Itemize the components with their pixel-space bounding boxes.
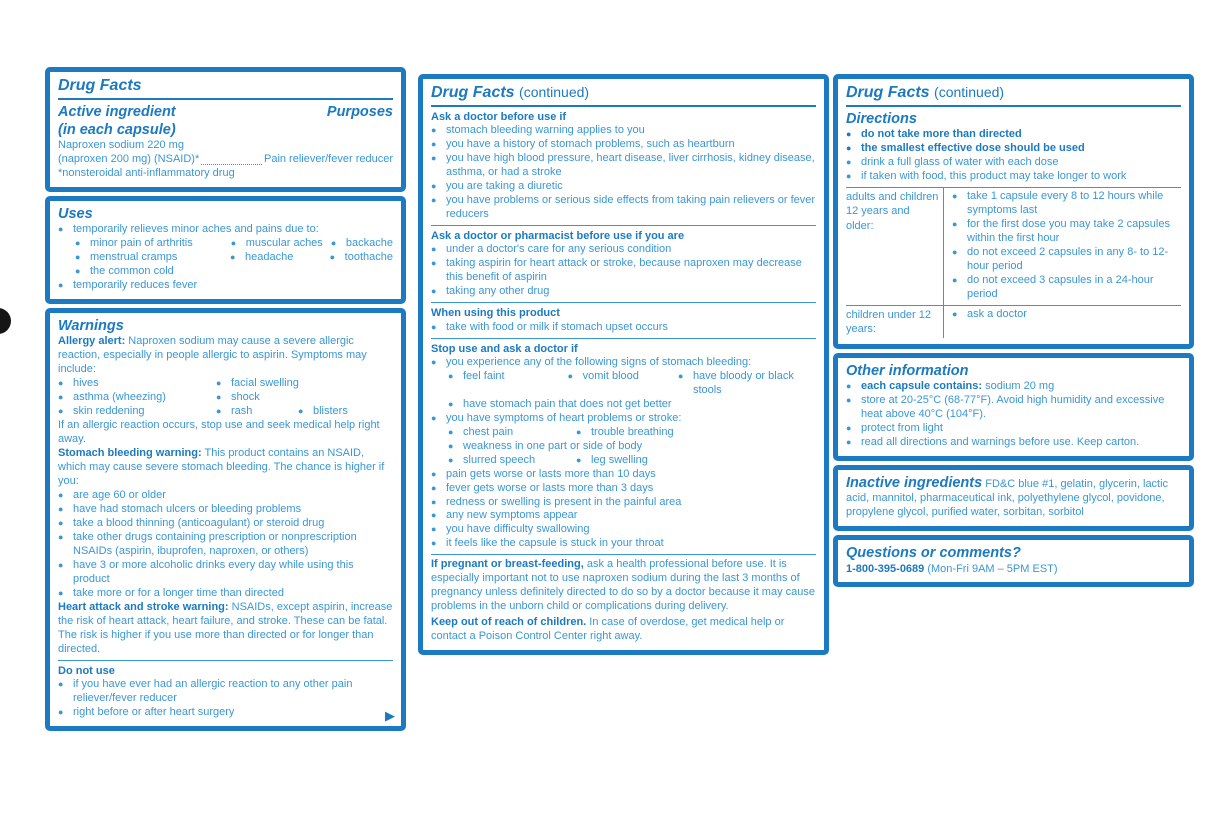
uses-heading: Uses [58,206,93,223]
heart-attack-warning-label: Heart attack and stroke warning: [58,600,229,613]
heart-symptom-item: ● weakness in one part or side of body [448,440,816,454]
bleeding-sign-item: ● feel faint [448,370,568,398]
stop-use-item: ● pain gets worse or lasts more than 10 days [431,468,816,482]
symptom-item: ● asthma (wheezing) [58,391,216,405]
dosing-table [846,187,1181,338]
allergy-followup-text: If an allergic reaction occurs, stop use and seek medical help right away. [58,419,380,446]
symptom-item: ● skin reddening [58,405,216,419]
phone-line: 1-800-395-0689 (Mon-Fri 9AM – 5PM EST) [846,562,1058,575]
uses-item: ● muscular aches [231,237,331,251]
inactive-ingredients-heading: Inactive ingredients [846,475,983,492]
continued-label: (continued) [519,84,590,100]
heart-symptom-item: ● slurred speech [448,454,576,468]
other-information-heading: Other information [846,363,969,380]
dose-instruction-item: ● take 1 capsule every 8 to 12 hours while symptoms last [952,190,1181,218]
middle-column [418,74,829,655]
dose-row-instructions [943,305,1181,339]
heart-symptom-item: ● leg swelling [576,454,648,468]
other-info-item: ● protect from light [846,422,1181,436]
when-using-heading: When using this product [431,307,560,320]
bleeding-sign-item: ● have bloody or black stools [678,370,816,398]
stomach-risk-item: ● have had stomach ulcers or bleeding problems [58,503,393,517]
symptom-item: ● blisters [298,405,348,419]
capsule-contains-label: each capsule contains: [861,380,983,393]
stomach-risk-item: ● have 3 or more alcoholic drinks every day while using this product [58,559,393,587]
directions-item: ● drink a full glass of water with each dose [846,156,1181,170]
continue-arrow-icon: ▶ [385,707,395,723]
dose-instruction-item: ● for the first dose you may take 2 capsules within the first hour [952,218,1181,246]
stomach-risk-item: ● take more or for a longer time than directed [58,587,393,601]
other-info-item: ● read all directions and warnings before use. Keep carton. [846,436,1181,450]
left-column [45,67,406,731]
uses-item: ● headache [230,251,330,265]
ask-doctor-item: ● you have problems or serious side effects from taking pain relievers or fever reducers [431,194,816,222]
symptom-item: ● facial swelling [216,377,299,391]
dose-instruction-item: ● do not exceed 3 capsules in a 24-hour period [952,274,1181,302]
symptom-item: ● hives [58,377,216,391]
directions-item: ● do not take more than directed [846,128,1181,142]
active-ingredient-purpose-row [58,153,393,167]
ask-pharmacist-heading: Ask a doctor or pharmacist before use if you are [431,230,685,243]
directions-item: ● the smallest effective dose should be used [846,142,1181,156]
dose-row-label: children under 12 years: [846,305,943,339]
directions-item: ● if taken with food, this product may take longer to work [846,170,1181,184]
allergy-alert-label: Allergy alert: [58,335,126,348]
uses-item: ● the common cold [75,265,174,279]
ask-doctor-item: ● you have a history of stomach problems, such as heartburn [431,138,816,152]
stomach-bleeding-warning-label: Stomach bleeding warning: [58,447,202,459]
divider [846,105,1181,107]
heart-symptom-item: ● trouble breathing [576,426,674,440]
symptom-item: ● rash [216,405,298,419]
divider [431,338,816,339]
dose-row-instructions [943,188,1181,305]
panel-active-ingredient [45,67,406,192]
dotted-leader [201,156,262,165]
stomach-bleeding-warning-text: Stomach bleeding warning: This product contains an NSAID, which may cause severe stomach bleeding. The chance is higher if you: [58,447,385,487]
phone-number: 1-800-395-0689 [846,562,925,575]
when-using-item: ● take with food or milk if stomach upset occurs [431,321,816,335]
ask-doctor-item: ● you have high blood pressure, heart disease, liver cirrhosis, kidney disease, asthma, or had a stroke [431,152,816,180]
panel-inactive-ingredients [833,465,1194,531]
uses-bullet: ● temporarily relieves minor aches and pains due to: [58,223,393,237]
ask-pharmacist-item: ● taking aspirin for heart attack or stroke, because naproxen may decrease this benefit of aspirin [431,257,816,285]
uses-item: ● minor pain of arthritis [75,237,231,251]
ask-doctor-item: ● stomach bleeding warning applies to you [431,124,816,138]
divider [58,98,393,100]
stop-use-item: ● fever gets worse or lasts more than 3 days [431,482,816,496]
heart-symptom-item: ● chest pain [448,426,576,440]
dose-row-label: adults and children 12 years and older: [846,191,939,232]
stop-use-heading: Stop use and ask a doctor if [431,342,578,355]
ask-pharmacist-item: ● under a doctor's care for any serious condition [431,243,816,257]
divider [431,302,816,303]
active-ingredient-heading: Active ingredient [58,104,176,120]
directions-heading: Directions [846,111,917,127]
panel-questions [833,535,1194,587]
panel-warnings [45,308,406,731]
panel-directions [833,74,1194,349]
ask-doctor-item: ● you are taking a diuretic [431,180,816,194]
dose-instruction-item: ● ask a doctor [952,308,1181,322]
uses-item: ● backache [331,237,393,251]
allergy-alert-text: Allergy alert: Naproxen sodium may cause a severe allergic reaction, especially in people allergic to aspirin. Symptoms may include: [58,335,367,376]
uses-item: ● toothache [330,251,393,265]
nsaid-footnote: *nonsteroidal anti-inflammatory drug [58,167,235,180]
stomach-risk-item: ● take a blood thinning (anticoagulant) or steroid drug [58,517,393,531]
ask-doctor-heading: Ask a doctor before use if [431,111,567,123]
divider [431,105,816,107]
stop-use-item: ● any new symptoms appear [431,509,816,523]
bleeding-sign-item: ● vomit blood [568,370,678,398]
page-edge-dot [0,308,11,334]
stop-use-item: ● redness or swelling is present in the painful area [431,496,816,510]
ask-pharmacist-item: ● taking any other drug [431,285,816,299]
purposes-heading: Purposes [326,104,393,120]
drug-facts-title: Drug Facts (continued) [431,84,590,101]
divider [58,660,393,661]
uses-bullet: ● temporarily reduces fever [58,279,393,293]
stop-use-item: ● you have difficulty swallowing [431,523,816,537]
keep-out-of-reach-label: Keep out of reach of children. [431,616,587,629]
pregnancy-warning-label: If pregnant or breast-feeding, [431,558,584,571]
panel-drug-facts-continued-1 [418,74,829,655]
ingredient-name: (naproxen 200 mg) (NSAID)* [58,153,200,166]
stomach-risk-item: ● take other drugs containing prescription or nonprescription NSAIDs (aspirin, ibuprofen, naproxen, or others) [58,531,393,559]
divider [431,554,816,555]
active-ingredient-heading-2: (in each capsule) [58,122,176,139]
drug-facts-title: Drug Facts (continued) [846,84,1005,101]
drug-facts-title: Drug Facts [58,77,142,94]
inactive-ingredients-text: Inactive ingredients FD&C blue #1, gelatin, glycerin, lactic acid, mannitol, pharmaceutical ink, polyethylene glycol, povidone, propylene glycol, purified water, sorbitan, sorbitol [846,475,1169,519]
pregnancy-warning-text: If pregnant or breast-feeding, ask a health professional before use. It is especially important not to use naproxen sodium during the last 3 months of pregnancy unless definitely directed to do so by a doctor because it may cause problems in the unborn child or complications during delivery. [431,558,816,613]
other-info-item: ● each capsule contains: sodium 20 mg [846,380,1181,394]
purpose-value: Pain reliever/fever reducer [263,153,393,166]
do-not-use-item: ● right before or after heart surgery [58,706,393,720]
heart-attack-warning-text: Heart attack and stroke warning: NSAIDs, except aspirin, increase the risk of heart attack, heart failure, and stroke. These can be fatal. The risk is higher if you use more than directed or for longer than directed. [58,600,393,655]
stop-use-item: ● it feels like the capsule is stuck in your throat [431,537,816,551]
do-not-use-heading: Do not use [58,664,115,677]
warnings-heading: Warnings [58,318,124,335]
dose-instruction-item: ● do not exceed 2 capsules in any 8- to 12-hour period [952,246,1181,274]
questions-heading: Questions or comments? [846,545,1021,562]
keep-out-of-reach-text: Keep out of reach of children. In case of overdose, get medical help or contact a Poison Control Center right away. [431,616,785,643]
active-ingredient-line: Naproxen sodium 220 mg [58,139,184,152]
bleeding-sign-item: ● have stomach pain that does not get better [448,398,816,412]
panel-uses [45,196,406,304]
right-column [833,74,1194,587]
continued-label: (continued) [934,84,1005,100]
stop-use-item: ● you have symptoms of heart problems or stroke: [431,412,816,426]
stomach-risk-item: ● are age 60 or older [58,489,393,503]
do-not-use-item: ● if you have ever had an allergic reaction to any other pain reliever/fever reducer [58,678,393,706]
stop-use-item: ● you experience any of the following signs of stomach bleeding: [431,356,816,370]
symptom-item: ● shock [216,391,260,405]
other-info-item: ● store at 20-25°C (68-77°F). Avoid high humidity and excessive heat above 40°C (104°F). [846,394,1181,422]
divider [431,225,816,226]
uses-item: ● menstrual cramps [75,251,230,265]
panel-other-information [833,353,1194,461]
